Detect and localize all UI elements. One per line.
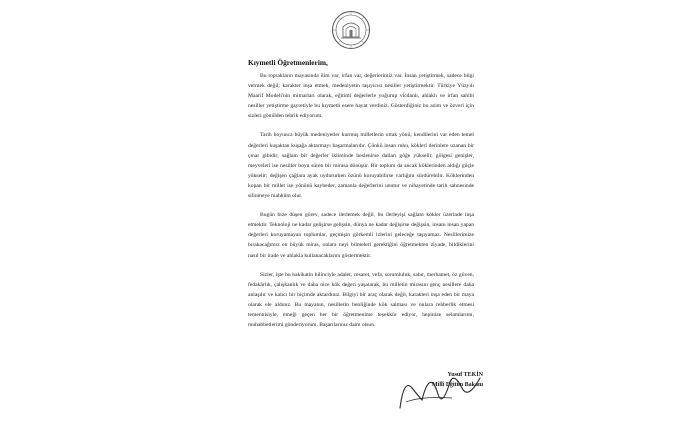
letter-paragraph: Sizler, işte bu hakikatin bilinciyle adalet, cesaret, vefa, sorumluluk, sabır, merhamet, öz güven, fedakârlık, çalışkanlık ve daha nice kök değeri yaşatarak, bu milletin mirasını genç nesillere daha anlaşılır ve kalıcı bir biçimde aktardınız. Bilgiyi bir araç olarak değil, karakteri inşa eden bir maya olarak ele aldınız. Bu mayanın, nesillerin benliğinde kök salması ve onlara rehberlik etmesi temennisiyle, emeği geçen her bir öğretmenime teşekkür ediyor, hepinize selamlarımı, muhabbetlerimi gönderiyorum. Başarılarınız daim olsun.: [248, 271, 474, 329]
ministry-seal-icon: [331, 10, 371, 50]
letter-body: [248, 71, 474, 330]
letter-paragraph: Tarih boyunca büyük medeniyetler kurmuş milletlerin ortak yönü; kendilerini var eden temel değerleri kuşaktan kuşağa aktarmayı başarmalarıdır. Çünkü insan ruhu, kökleri derinlere uzanan bir çınar gibidir; sağlam bir değerler ikliminde beslenirse dalları göğe yükselir, gölgesi genişler, meyveleri ise nesiller boyu süren bir mirasa dönüşür. Bir toplum da ancak köklerinden aldığı güçle yükselir; değişen çağlara ayak uydururken özünü koruyabilirse varlığını sürdürebilir. Köklerinden kopan bir millet ise yönünü kaybeder, zamanla değerlerini unutur ve nihayetinde tarih sahnesinde silinmeye mahkûm olur.: [248, 132, 474, 200]
signature-name: Yusuf TEKİN: [447, 372, 483, 378]
signature-title: Millî Eğitim Bakanı: [431, 382, 483, 388]
letter-greeting: Kıymetli Öğretmenlerim,: [248, 58, 328, 67]
signature-scribble-icon: [392, 358, 492, 418]
letter-paragraph: Bu toprakların mayasında ilim var, irfan var, değerlerimiz var. İnsan yetiştirmek, sadece bilgi vermek değil; karakter inşa etmek, medeniyetin taşıyıcısı nesiller yetiştirmektir. Türkiye Yüzyılı Maarif Modeli'nin mimarları olarak, eğitimi değerlerle yoğurup vicdanlı, ahlaklı ve irfan sahibi nesiller yetiştirme gayretiyle bu kıymetli esere hayat verdiniz. Gösterdiğiniz bu azim ve özveri için sizleri gönülden tebrik ediyorum.: [248, 73, 474, 120]
letter-paragraph: Bugün bize düşen görev, sadece ilerlemek değil, bu ilerleyişi sağlam kökler üzerinde inşa etmektir. Teknoloji ne kadar gelişirse gelişsin, dünya ne kadar değişirse değişsin, insanı insan yapan değerleri koruyamayan toplumlar, geçmişin görkemli izlerini geleceğe taşıyamaz. Nesillerimize bırakacağımız en büyük miras, onlara neyi bilmeleri gerektiğini öğretmekten ziyade, bildiklerini nasıl bir irade ve ahlakla kullanacaklarını göstermektir.: [248, 212, 474, 259]
